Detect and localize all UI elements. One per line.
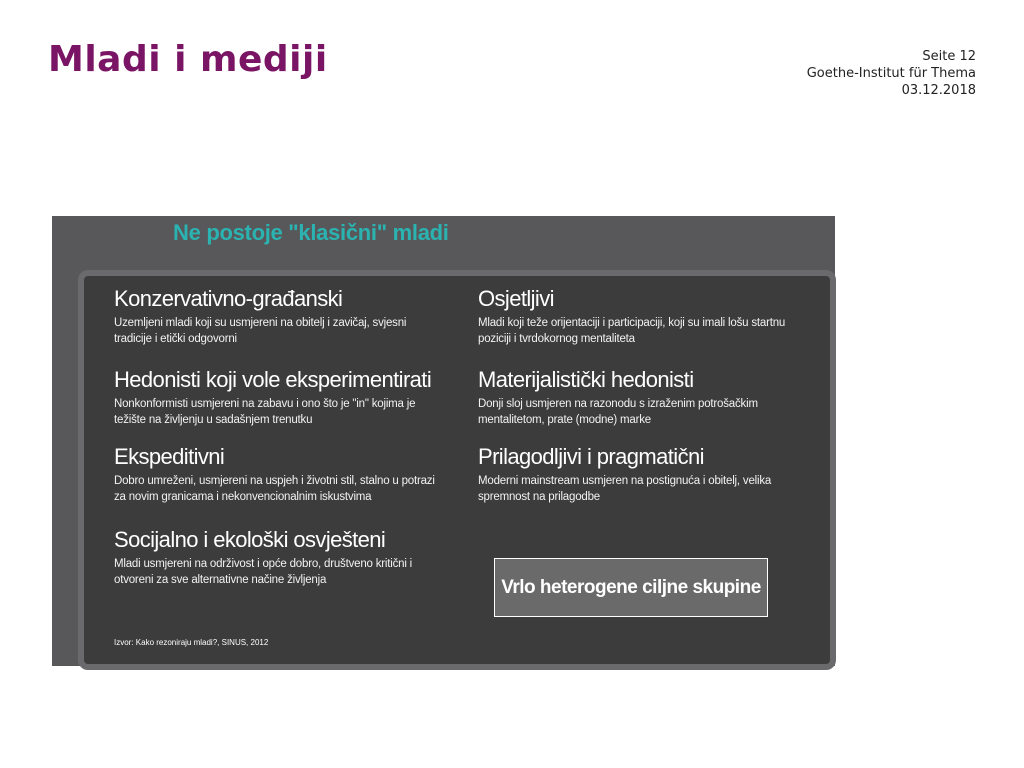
- segment-experimental-hedonists: [114, 367, 444, 428]
- segment-description: Mladi koji teže orijentaciji i participaciji, koji su imali lošu startnu poziciji i tvrdokornog mentaliteta: [478, 317, 786, 345]
- segment-description: Nonkonformisti usmjereni na zabavu i ono što je "in" kojima je težište na življenju u sadašnjem trenutku: [114, 398, 416, 426]
- segment-title: Prilagodljivi i pragmatični: [478, 444, 704, 469]
- segment-socio-ecological: [114, 527, 444, 588]
- segment-adaptive-pragmatic: [478, 444, 808, 505]
- segment-expeditive: [114, 444, 444, 505]
- page-number: Seite 12: [922, 49, 976, 64]
- callout-box: [494, 558, 768, 617]
- segment-title: Socijalno i ekološki osvješteni: [114, 527, 386, 552]
- infographic-image: [52, 216, 835, 666]
- segment-title: Hedonisti koji vole eksperimentirati: [114, 367, 432, 392]
- segment-conservative: [114, 286, 444, 347]
- segment-description: Donji sloj usmjeren na razonodu s izraženim potrošačkim mentalitetom, prate (modne) marke: [478, 398, 758, 426]
- segment-description: Dobro umreženi, usmjereni na uspjeh i životni stil, stalno u potrazi za novim granicama i nekonvencionalnim iskustvima: [114, 475, 435, 503]
- organization-name: Goethe-Institut für Thema: [806, 66, 976, 81]
- segment-title: Osjetljivi: [478, 286, 554, 311]
- segment-title: Konzervativno-građanski: [114, 286, 343, 311]
- slide-title: Mladi i mediji: [48, 39, 328, 80]
- source-note: Izvor: Kako rezoniraju mladi?, SINUS, 2012: [114, 638, 269, 647]
- segments-panel: [78, 270, 836, 670]
- slide-date: 03.12.2018: [901, 83, 976, 98]
- segment-description: Uzemljeni mladi koji su usmjereni na obitelj i zavičaj, svjesni tradicije i etički odgovorni: [114, 317, 407, 345]
- slide-meta: [807, 48, 976, 99]
- infographic-heading: Ne postoje "klasični" mladi: [173, 220, 449, 245]
- segment-description: Moderni mainstream usmjeren na postignuća i obitelj, velika spremnost na prilagodbe: [478, 475, 772, 503]
- callout-text: Vrlo heterogene ciljne skupine: [501, 576, 761, 598]
- segment-title: Materijalistički hedonisti: [478, 367, 694, 392]
- segment-title: Ekspeditivni: [114, 444, 225, 469]
- segment-sensitive: [478, 286, 808, 347]
- segment-description: Mladi usmjereni na održivost i opće dobro, društveno kritični i otvoreni za sve alternativne načine življenja: [114, 558, 413, 586]
- segment-materialist-hedonists: [478, 367, 808, 428]
